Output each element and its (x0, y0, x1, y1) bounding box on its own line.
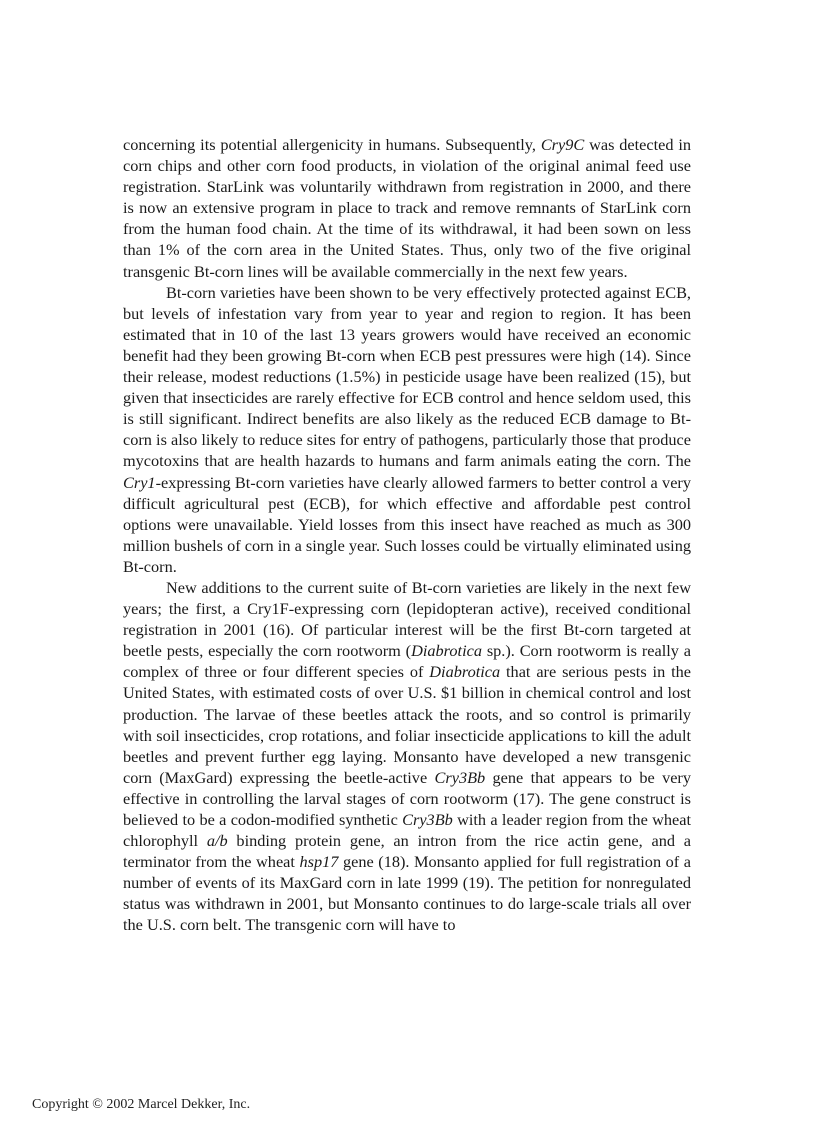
italic-term: Diabrotica (411, 641, 482, 661)
text-run: with a leader region from the wheat chlorophyll (123, 810, 691, 851)
text-run: concerning its potential allergenicity in humans. Subsequently, (123, 135, 541, 154)
italic-term: Cry1 (123, 472, 156, 492)
italic-term: Cry3Bb (434, 767, 486, 787)
paragraph-1 (123, 134, 691, 282)
italic-term: a/b (206, 831, 228, 851)
paragraph-3 (123, 577, 691, 936)
text-run: gene (18). Monsanto applied for full registration of a number of events of its MaxGard corn in late 1999 (19). The petition for nonregulated status was withdrawn in 2001, but Monsanto continues to do large-scale trials all over the U.S. corn belt. The transgenic corn will have to (123, 852, 692, 935)
italic-term: Cry9C (540, 135, 585, 154)
italic-term: Cry3Bb (402, 810, 453, 829)
text-run: sp.). Corn rootworm is really a complex of three or four different species of (123, 641, 691, 682)
text-run: New additions to the current suite of Bt-corn varieties are likely in the next few years; the first, a Cry1F-expressing corn (lepidopteran active), received conditional registration in 2001 (16). Of particular interest will be the first Bt-corn targeted at beetle pests, especially the corn rootworm ( (123, 577, 691, 661)
text-run: was detected in corn chips and other corn food products, in violation of the original animal feed use registration. StarLink was voluntarily withdrawn from registration in 2000, and there is now an extensive program in place to track and remove remnants of StarLink corn from the human food chain. At the time of its withdrawal, it had been sown on less than 1% of the corn area in the United States. Thus, only two of the five original transgenic Bt-corn lines will be available commercially in the next few years. (123, 135, 692, 281)
text-run: -expressing Bt-corn varieties have clearly allowed farmers to better control a very difficult agricultural pest (ECB), for which effective and affordable pest control options were unavailable. Yield losses from this insect have reached as much as 300 million bushels of corn in a single year. Such losses could be virtually eliminated using Bt-corn. (123, 472, 691, 576)
text-run: binding protein gene, an intron from the rice actin gene, and a terminator from the wheat (123, 831, 691, 872)
italic-term: hsp17 (299, 852, 339, 872)
italic-term: Diabrotica (429, 662, 501, 682)
page-body-text (123, 134, 691, 936)
copyright-notice: Copyright © 2002 Marcel Dekker, Inc. (32, 1097, 251, 1112)
text-run: Bt-corn varieties have been shown to be very effectively protected against ECB, but levels of infestation vary from year to year and region to region. It has been estimated that in 10 of the last 13 years growers would have received an economic benefit had they been growing Bt-corn when ECB pest pressures were high (14). Since their release, modest reductions (1.5%) in pesticide usage have been realized (15), but given that insecticides are rarely effective for ECB control and hence seldom used, this is still significant. Indirect benefits are also likely as the reduced ECB damage to Bt-corn is also likely to reduce sites for entry of pathogens, particularly those that produce mycotoxins that are health hazards to humans and farm animals eating the corn. The (123, 282, 691, 471)
text-run: gene that appears to be very effective in controlling the larval stages of corn rootworm (17). The gene construct is believed to be a codon-modified synthetic (123, 767, 691, 829)
paragraph-2 (123, 282, 691, 577)
text-run: that are serious pests in the United States, with estimated costs of over U.S. $1 billion in chemical control and lost production. The larvae of these beetles attack the roots, and so control is primarily with soil insecticides, crop rotations, and foliar insecticide applications to kill the adult beetles and prevent further egg laying. Monsanto have developed a new transgenic corn (MaxGard) expressing the beetle-active (123, 662, 691, 787)
